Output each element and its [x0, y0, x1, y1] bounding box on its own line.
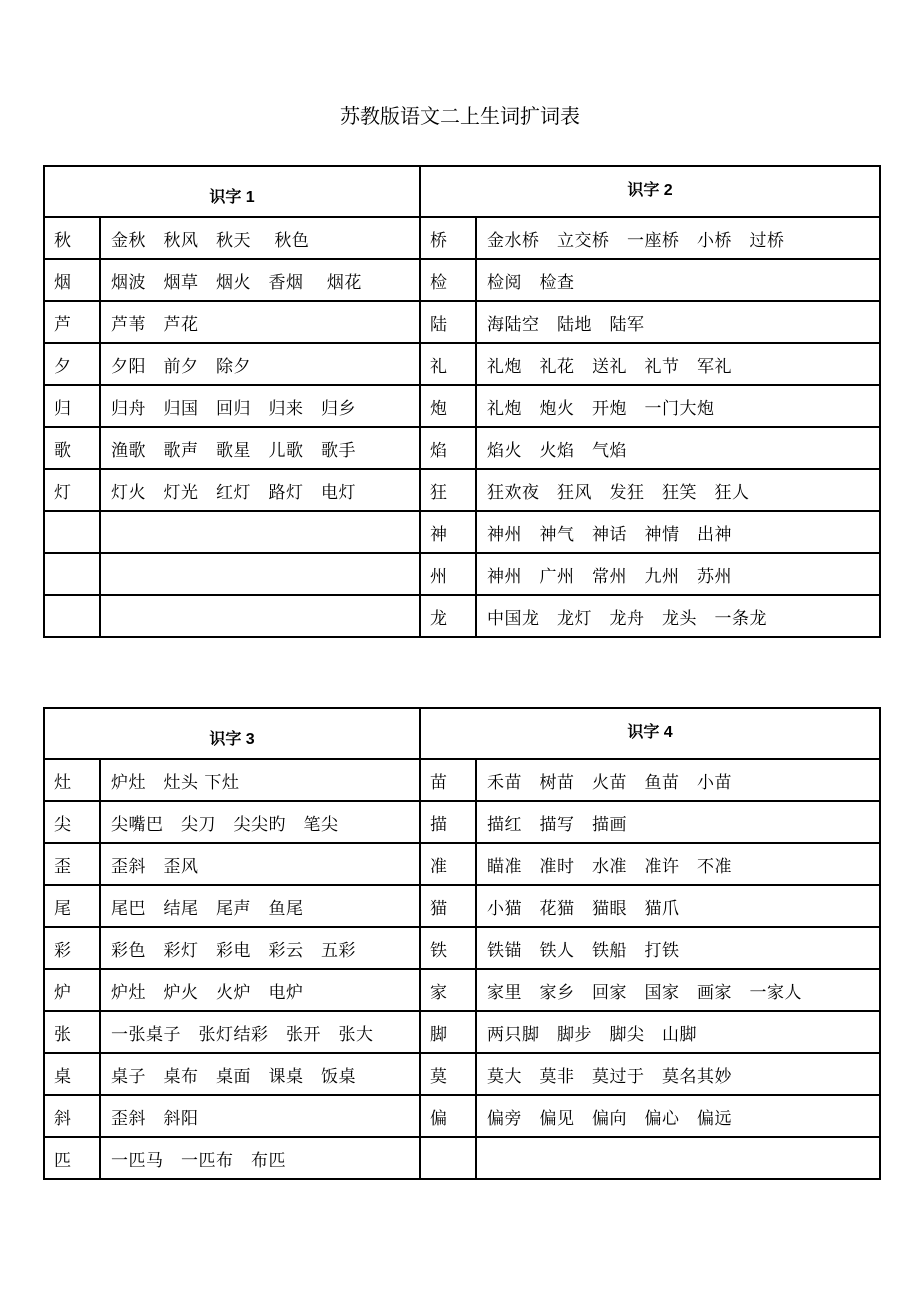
table-row — [44, 1053, 880, 1095]
right-character: 神 — [420, 511, 476, 553]
right-words: 铁锚 铁人 铁船 打铁 — [476, 927, 880, 969]
table-row — [44, 1137, 880, 1179]
right-character: 陆 — [420, 301, 476, 343]
table-row — [44, 1095, 880, 1137]
left-words: 歪斜 斜阳 — [100, 1095, 420, 1137]
right-words: 莫大 莫非 莫过于 莫名其妙 — [476, 1053, 880, 1095]
right-words: 神州 神气 神话 神情 出神 — [476, 511, 880, 553]
left-words: 炉灶 灶头 下灶 — [100, 759, 420, 801]
right-character — [420, 1137, 476, 1179]
right-character: 炮 — [420, 385, 476, 427]
right-character: 检 — [420, 259, 476, 301]
right-character: 州 — [420, 553, 476, 595]
vocab-table-1 — [43, 165, 881, 638]
left-words: 夕阳 前夕 除夕 — [100, 343, 420, 385]
left-words: 桌子 桌布 桌面 课桌 饭桌 — [100, 1053, 420, 1095]
right-character: 焰 — [420, 427, 476, 469]
left-character — [44, 553, 100, 595]
table-row — [44, 885, 880, 927]
left-character: 秋 — [44, 217, 100, 259]
left-words: 尾巴 结尾 尾声 鱼尾 — [100, 885, 420, 927]
right-words: 禾苗 树苗 火苗 鱼苗 小苗 — [476, 759, 880, 801]
right-words: 焰火 火焰 气焰 — [476, 427, 880, 469]
left-words — [100, 553, 420, 595]
right-character: 铁 — [420, 927, 476, 969]
table-row — [44, 427, 880, 469]
left-words: 尖嘴巴 尖刀 尖尖旳 笔尖 — [100, 801, 420, 843]
left-words: 归舟 归国 回归 归来 归乡 — [100, 385, 420, 427]
table-row — [44, 301, 880, 343]
right-words: 礼炮 礼花 送礼 礼节 军礼 — [476, 343, 880, 385]
table-row — [44, 843, 880, 885]
right-character: 准 — [420, 843, 476, 885]
right-character: 家 — [420, 969, 476, 1011]
table-row — [44, 927, 880, 969]
left-words: 渔歌 歌声 歌星 儿歌 歌手 — [100, 427, 420, 469]
left-words: 烟波 烟草 烟火 香烟 烟花 — [100, 259, 420, 301]
left-character: 歪 — [44, 843, 100, 885]
page-title: 苏教版语文二上生词扩词表 — [340, 104, 580, 128]
left-character — [44, 511, 100, 553]
right-words: 小猫 花猫 猫眼 猫爪 — [476, 885, 880, 927]
left-words: 一张桌子 张灯结彩 张开 张大 — [100, 1011, 420, 1053]
left-character: 炉 — [44, 969, 100, 1011]
left-words: 彩色 彩灯 彩电 彩云 五彩 — [100, 927, 420, 969]
left-character: 灯 — [44, 469, 100, 511]
table-row — [44, 217, 880, 259]
right-words: 海陆空 陆地 陆军 — [476, 301, 880, 343]
table-row — [44, 511, 880, 553]
left-character: 斜 — [44, 1095, 100, 1137]
right-words: 中国龙 龙灯 龙舟 龙头 一条龙 — [476, 595, 880, 637]
left-words: 歪斜 歪风 — [100, 843, 420, 885]
left-character: 烟 — [44, 259, 100, 301]
section-header-right: 识字 2 — [420, 166, 880, 217]
right-character: 狂 — [420, 469, 476, 511]
right-words: 两只脚 脚步 脚尖 山脚 — [476, 1011, 880, 1053]
right-words: 神州 广州 常州 九州 苏州 — [476, 553, 880, 595]
table-row — [44, 595, 880, 637]
right-character: 猫 — [420, 885, 476, 927]
right-character: 偏 — [420, 1095, 476, 1137]
left-words: 金秋 秋风 秋天 秋色 — [100, 217, 420, 259]
left-words: 一匹马 一匹布 布匹 — [100, 1137, 420, 1179]
section-header-right: 识字 4 — [420, 708, 880, 759]
right-words: 金水桥 立交桥 一座桥 小桥 过桥 — [476, 217, 880, 259]
right-words: 家里 家乡 回家 国家 画家 一家人 — [476, 969, 880, 1011]
left-words — [100, 511, 420, 553]
left-character: 尖 — [44, 801, 100, 843]
right-character: 桥 — [420, 217, 476, 259]
left-character: 张 — [44, 1011, 100, 1053]
right-words: 狂欢夜 狂风 发狂 狂笑 狂人 — [476, 469, 880, 511]
left-character — [44, 595, 100, 637]
table-row — [44, 1011, 880, 1053]
right-character: 龙 — [420, 595, 476, 637]
table-row — [44, 801, 880, 843]
left-character: 歌 — [44, 427, 100, 469]
table-row — [44, 385, 880, 427]
table-row — [44, 343, 880, 385]
right-character: 描 — [420, 801, 476, 843]
right-words: 瞄准 准时 水准 准许 不准 — [476, 843, 880, 885]
left-character: 归 — [44, 385, 100, 427]
right-character: 莫 — [420, 1053, 476, 1095]
left-character: 芦 — [44, 301, 100, 343]
left-character: 桌 — [44, 1053, 100, 1095]
vocab-table-2 — [43, 707, 881, 1180]
right-words: 偏旁 偏见 偏向 偏心 偏远 — [476, 1095, 880, 1137]
left-character: 夕 — [44, 343, 100, 385]
section-header-left: 识字 1 — [44, 166, 420, 217]
right-character: 脚 — [420, 1011, 476, 1053]
right-character: 苗 — [420, 759, 476, 801]
right-words: 礼炮 炮火 开炮 一门大炮 — [476, 385, 880, 427]
table-row — [44, 259, 880, 301]
right-words: 检阅 检查 — [476, 259, 880, 301]
right-words — [476, 1137, 880, 1179]
section-header-left: 识字 3 — [44, 708, 420, 759]
right-character: 礼 — [420, 343, 476, 385]
table-row — [44, 553, 880, 595]
left-character: 灶 — [44, 759, 100, 801]
left-character: 彩 — [44, 927, 100, 969]
table-row — [44, 759, 880, 801]
left-words: 灯火 灯光 红灯 路灯 电灯 — [100, 469, 420, 511]
table-row — [44, 469, 880, 511]
table-row — [44, 969, 880, 1011]
left-words: 炉灶 炉火 火炉 电炉 — [100, 969, 420, 1011]
right-words: 描红 描写 描画 — [476, 801, 880, 843]
left-words — [100, 595, 420, 637]
left-character: 尾 — [44, 885, 100, 927]
left-character: 匹 — [44, 1137, 100, 1179]
left-words: 芦苇 芦花 — [100, 301, 420, 343]
